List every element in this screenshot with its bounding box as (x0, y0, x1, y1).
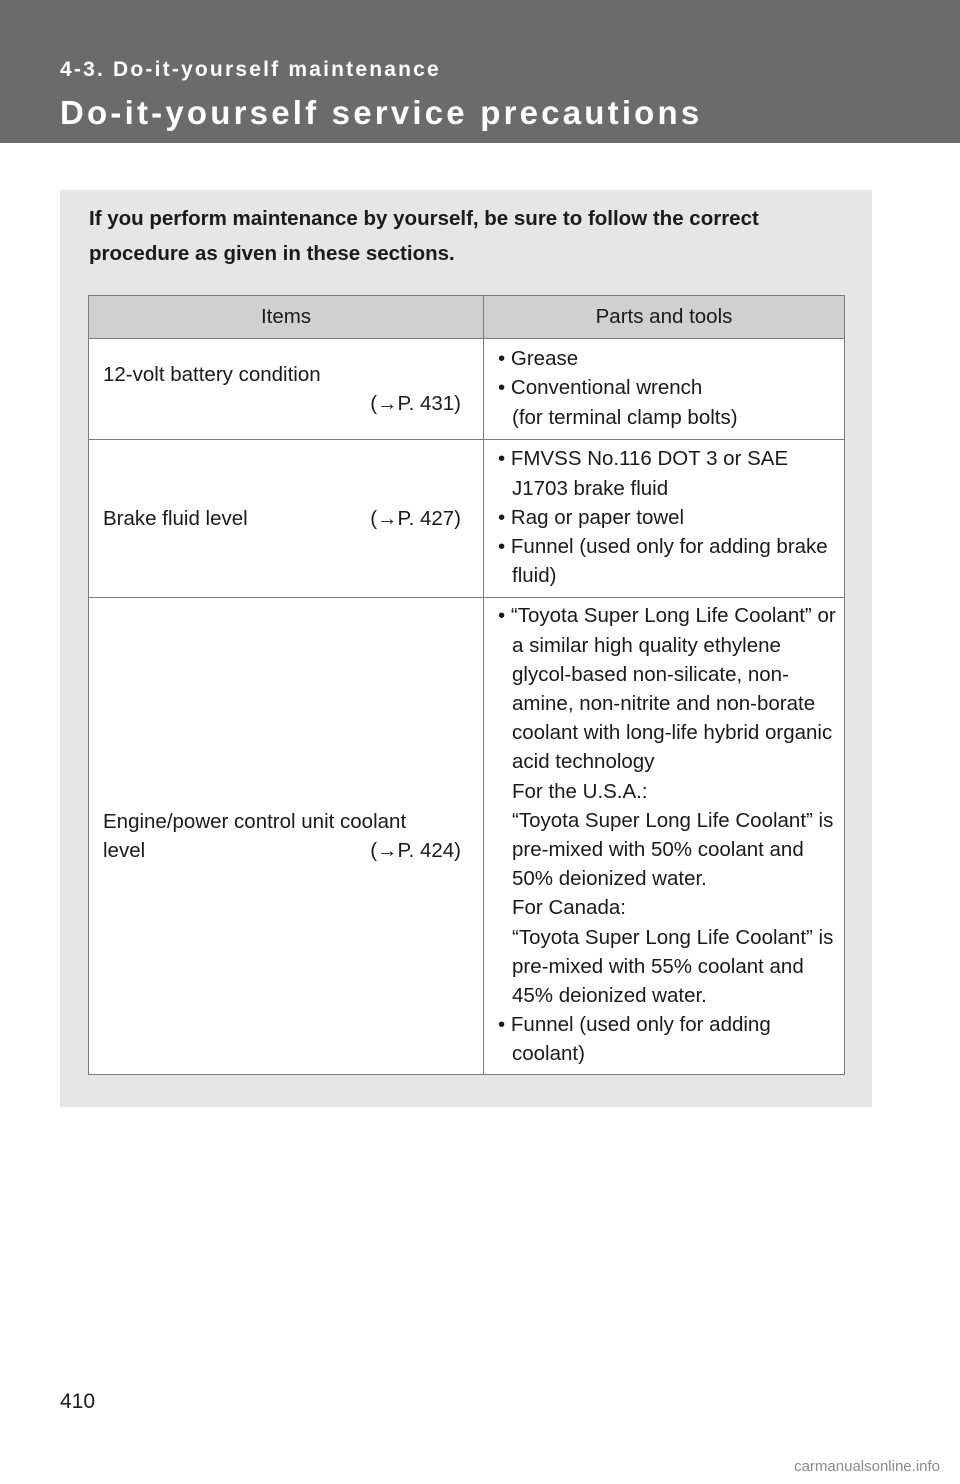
list-item (498, 503, 840, 532)
section-label: 4-3. Do-it-yourself maintenance (60, 58, 441, 81)
tool-text: Funnel (used only for adding coolant) (510, 1013, 771, 1066)
us-text: “Toyota Super Long Life Coolant” is pre-mixed with 50% coolant and 50% deionized water. (512, 808, 834, 891)
canada-label: For Canada: (512, 896, 626, 920)
item-label: Engine/power control unit coolant (103, 809, 407, 833)
item-label-line2: level (103, 839, 146, 862)
item-cell (89, 598, 484, 1075)
column-header-items: Items (89, 296, 484, 339)
chapter-header-bar (0, 0, 960, 143)
canada-text: “Toyota Super Long Life Coolant” is pre-mixed with 55% coolant and 45% deionized water. (512, 925, 834, 1008)
tool-text: FMVSS No.116 DOT 3 or SAE J1703 brake fluid (510, 447, 789, 500)
tool-text: “Toyota Super Long Life Coolant” or a similar high quality ethylene glycol-based non-silicate, non-amine, non-nitrite and non-borate coolant with long-life hybrid organic acid technology (510, 604, 836, 774)
maintenance-table (88, 295, 845, 1075)
table-row (89, 339, 845, 440)
list-item (498, 601, 840, 1010)
list-item (498, 532, 840, 590)
list-item (498, 444, 840, 502)
tool-note: (for terminal clamp bolts) (512, 405, 738, 429)
bullet: • (498, 447, 506, 471)
watermark: carmanualsonline.info (794, 1458, 940, 1475)
bullet: • (498, 604, 506, 628)
list-item (498, 1010, 840, 1068)
item-label: 12-volt battery condition (103, 362, 321, 386)
item-cell (89, 440, 484, 598)
page-reference: (→P. 424) (370, 839, 461, 862)
tools-list (484, 599, 844, 1072)
tool-text: Grease (510, 347, 579, 371)
tools-cell (484, 339, 845, 440)
page-reference: (→P. 431) (370, 392, 461, 415)
page-reference: (→P. 427) (370, 506, 461, 530)
bullet: • (498, 347, 506, 371)
item-battery (89, 360, 483, 418)
page-number: 410 (60, 1390, 96, 1413)
list-item (498, 344, 840, 373)
item-cell (89, 339, 484, 440)
bullet: • (498, 376, 506, 400)
item-label: Brake fluid level (103, 506, 248, 530)
tool-text: Rag or paper towel (510, 505, 685, 529)
table-header-row (89, 296, 845, 339)
table-row (89, 598, 845, 1075)
tools-list (484, 342, 844, 436)
tools-list (484, 442, 844, 594)
us-label: For the U.S.A.: (512, 779, 648, 803)
bullet: • (498, 505, 506, 529)
list-item (498, 373, 840, 431)
column-header-parts: Parts and tools (484, 296, 845, 339)
tools-cell (484, 598, 845, 1075)
item-label-continued (103, 836, 461, 865)
intro-text: If you perform maintenance by yourself, be sure to follow the correct procedure as given in these sections. (89, 207, 759, 265)
item-coolant (89, 807, 483, 865)
bullet: • (498, 535, 506, 559)
item-brake-fluid (89, 504, 483, 533)
table-row (89, 440, 845, 598)
tool-text: Funnel (used only for adding brake fluid) (510, 535, 828, 588)
tool-text: Conventional wrench (510, 376, 703, 400)
tools-cell (484, 440, 845, 598)
page-title: Do-it-yourself service precautions (60, 94, 703, 131)
bullet: • (498, 1013, 506, 1037)
